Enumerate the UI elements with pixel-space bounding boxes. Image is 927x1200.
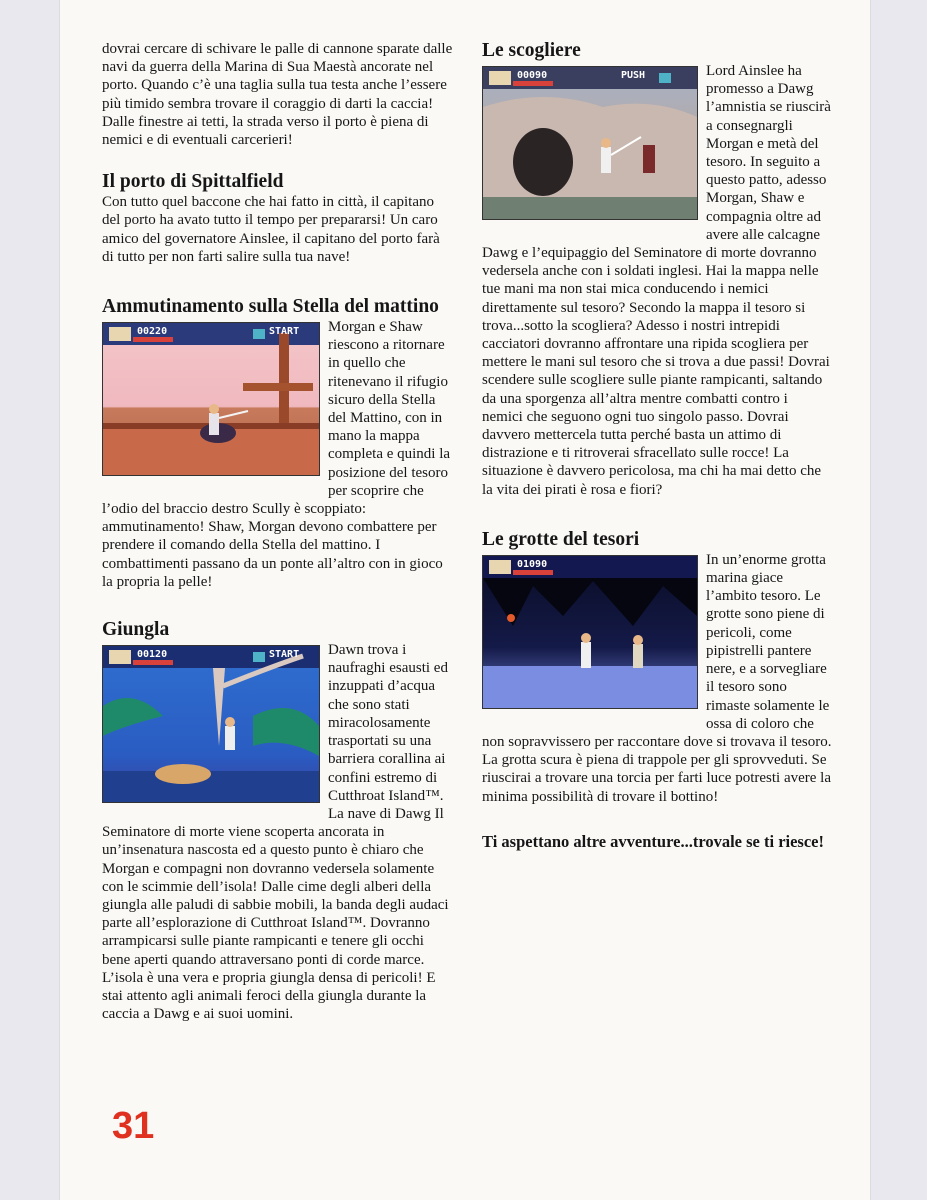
section-title-grotte: Le grotte del tesori [482,528,640,550]
section-title-ammutinamento: Ammutinamento sulla Stella del mattino [102,296,439,318]
section-title-porto: Il porto di Spittalfield [102,171,284,193]
hud-score: 00090 [517,70,548,81]
screenshot-jungle [102,645,320,803]
section-body-scogliere: Lord Ainslee ha promesso a Dawg l’amnistia se riuscirà a consegnargli Morgan e metà del tesoro. In seguito a questo patto, adesso Morgan, Shaw e compagnia oltre ad avere alle calcagne Dawg e l’equipaggio del Seminatore di morte dovranno vedersela anche con i soldati inglesi. Hai la mappa nelle tue mani ma non stai mica conducendo i nemici direttamente sul tesoro? Secondo la mappa il tesoro si trova...sotto la scogliera? Adesso i nostri intrepidi cacciatori dovranno affrontare una ripida scogliera per mettere le mani sul tesoro che si trova a due passi! Dovrai scendere sulle scogliere sulle piante rampicanti, saltando da una sporgenza all’altra mentre combatti contro i nemici che seguono ogni tuo singolo passo. Dovrai davvero mettercela tutta perché basta un attimo di distrazione e ti ritroverai sfracellato sulle rocce! La situazione è davvero pericolosa, ma chi ha mai detto che la vita dei pirati è rosa e fiori? [482,63,831,498]
ship-deck-scene [103,323,319,475]
section-title-scogliere: Le scogliere [482,40,581,61]
closing-text: Ti aspettano altre avventure...trovale se ti riesce! [482,831,824,851]
section-body-ammutinamento: Morgan e Shaw riescono a ritornare in quello che ritenevano il rifugio sicuro della Stella del Mattino, con in mano la mappa completa e quindi la posizione del tesoro per scoprire che l’odio del braccio destro Scully è scoppiato: ammutinamento! Shaw, Morgan devono combattere per prendere il comando della Stella del mattino. I combattimenti passano da un ponte all’altro con in gioco la propria la pelle! [102,319,451,590]
left-column [102,40,454,1023]
screenshot-caves [482,555,698,709]
hud-score: 01090 [517,558,548,570]
section-title-giungla: Giungla [102,619,170,641]
screenshot-cliffs [482,66,698,220]
section-body-grotte: In un’enorme grotta marina giace l’ambito tesoro. Le grotte sono piene di pericoli, come pipistrelli pantere nere, e a sorvegliare il tesoro sono rimaste solamente le ossa di coloro che non sopravvissero per raccontare dove si trovava il tesoro. La grotta scura è piena di trappole per gli sprovveduti. Se riuscirai a trovare una torcia per farti luce potresti avere la minima possibilità di trovare il bottino! [482,551,832,805]
hud-start: START [269,326,300,338]
hud-start: START [269,649,300,661]
intro-paragraph: dovrai cercare di schivare le palle di cannone sparate dalle navi da guerra della Marina di Sua Maestà ancorate nel porto. Quando c’è una taglia sulla tua testa anche l’essere più timido sembra trovare il coraggio di darti la caccia! Dalle finestre ai tetti, la strada verso il porto è piena di nemici e di eventuali carcerieri! [102,41,453,149]
page-number: 31 [112,1105,155,1147]
right-column [482,40,832,852]
section-body-porto: Con tutto quel baccone che hai fatto in città, il capitano del porto ha avato tutto il tempo per prepararsi! Un caro amico del governatore Ainslee, il capitano del porto farà di tutto per non farti salire sulla tua nave! [102,194,440,265]
jungle-scene [103,646,319,802]
screenshot-ship-deck [102,322,320,476]
hud-score: 00120 [137,649,168,661]
cliffs-scene [483,67,697,219]
caves-scene [483,556,697,708]
hud-score: 00220 [137,326,168,338]
section-body-giungla: Dawn trova i naufraghi esausti ed inzuppati d’acqua che sono stati miracolosamente trasportati su una barriera corallina ai confini estremo di Cutthroat Island™. La nave di Dawg Il Seminatore di morte viene scoperta ancorata in un’insenatura nascosta ed a questo punto è chiaro che Morgan e compagni non dovranno vedersela solamente con le scimmie dell’isola! Dalle cime degli alberi della giungla alle paludi di sabbie mobili, la banda degli audaci parte all’esplorazione di Cutthroat Island™. Dovranno arrampicarsi sulle piante rampicanti e tenere gli occhi bene aperti quando attraversano ponti di corde marce. L’isola è una vera e propria giungla densa di pericoli! E stai attento agli animali feroci della giungla durante la caccia a Dawg e ai suoi uomini. [102,642,449,1023]
hud-push: PUSH [621,70,646,81]
